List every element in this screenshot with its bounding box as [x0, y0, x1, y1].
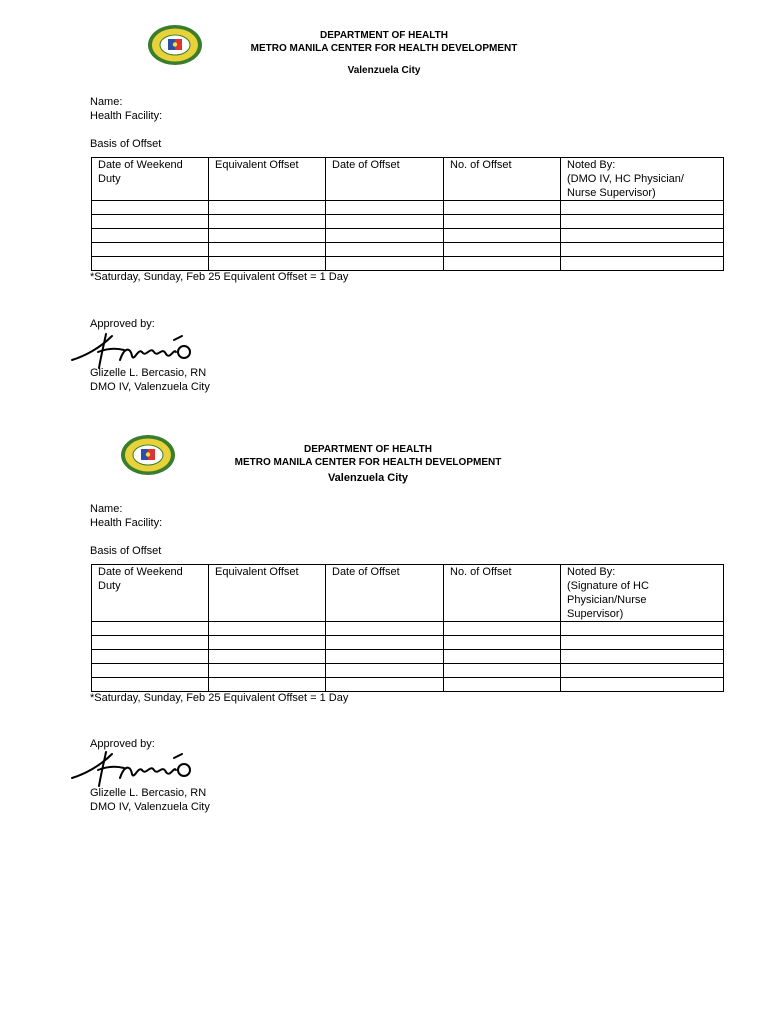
- signatory-title: DMO IV, Valenzuela City: [90, 381, 210, 393]
- table-cell[interactable]: [209, 678, 326, 692]
- table-cell[interactable]: [444, 622, 561, 636]
- table-cell[interactable]: [444, 678, 561, 692]
- signatory-title: DMO IV, Valenzuela City: [90, 801, 210, 813]
- basis-label: Basis of Offset: [90, 545, 162, 557]
- table-cell[interactable]: [92, 664, 209, 678]
- col-date-of-offset: Date of Offset: [326, 565, 444, 622]
- table-header-row: [92, 565, 724, 622]
- header-department: DEPARTMENT OF HEALTH: [320, 30, 448, 41]
- col-noted-by: [561, 565, 724, 622]
- table-cell[interactable]: [561, 650, 724, 664]
- footnote: *Saturday, Sunday, Feb 25 Equivalent Offset = 1 Day: [90, 692, 349, 704]
- table-cell[interactable]: [326, 678, 444, 692]
- table-cell[interactable]: [561, 636, 724, 650]
- noted-by-label: Noted By:: [567, 159, 616, 171]
- table-cell[interactable]: [326, 622, 444, 636]
- facility-label: Health Facility:: [90, 517, 163, 529]
- noted-by-note-line: (Signature of HC: [567, 580, 649, 592]
- table-cell[interactable]: [326, 650, 444, 664]
- table-cell[interactable]: [92, 650, 209, 664]
- noted-by-note-line: (DMO IV, HC Physician/: [567, 173, 684, 185]
- footnote: *Saturday, Sunday, Feb 25 Equivalent Offset = 1 Day: [90, 271, 349, 283]
- header-department: DEPARTMENT OF HEALTH: [304, 444, 432, 455]
- table-cell[interactable]: [561, 678, 724, 692]
- basis-label: Basis of Offset: [90, 138, 162, 150]
- table-cell[interactable]: [209, 664, 326, 678]
- col-weekend-duty: Date of Weekend Duty: [92, 565, 209, 622]
- table-cell[interactable]: [209, 622, 326, 636]
- signatory-name: Glizelle L. Bercasio, RN: [90, 367, 207, 379]
- header-center: METRO MANILA CENTER FOR HEALTH DEVELOPMENT: [234, 457, 502, 468]
- noted-by-note-line: Nurse Supervisor): [567, 187, 656, 199]
- table-cell[interactable]: [561, 622, 724, 636]
- approved-label: Approved by:: [90, 738, 155, 750]
- table-row: [92, 636, 724, 650]
- table-cell[interactable]: [92, 636, 209, 650]
- table-cell[interactable]: [561, 664, 724, 678]
- col-weekend-duty: Date of Weekend Duty: [92, 158, 209, 201]
- table-cell[interactable]: [326, 664, 444, 678]
- col-no-of-offset: No. of Offset: [444, 158, 561, 201]
- name-label: Name:: [90, 96, 123, 108]
- noted-by-label: Noted By:: [567, 566, 616, 578]
- table-cell[interactable]: [326, 636, 444, 650]
- header-city: Valenzuela City: [327, 472, 409, 484]
- table-row: [92, 664, 724, 678]
- table-cell[interactable]: [209, 636, 326, 650]
- header-center: METRO MANILA CENTER FOR HEALTH DEVELOPMENT: [250, 43, 518, 54]
- table-cell[interactable]: [92, 678, 209, 692]
- table-cell[interactable]: [444, 650, 561, 664]
- approved-label: Approved by:: [90, 318, 155, 330]
- table-cell[interactable]: [444, 636, 561, 650]
- noted-by-note-line: Physician/Nurse: [567, 594, 647, 606]
- col-date-of-offset: Date of Offset: [326, 158, 444, 201]
- col-equivalent-offset: Equivalent Offset: [209, 565, 326, 622]
- signatory-name: Glizelle L. Bercasio, RN: [90, 787, 207, 799]
- table-row: [92, 678, 724, 692]
- table-row: [92, 650, 724, 664]
- col-equivalent-offset: Equivalent Offset: [209, 158, 326, 201]
- noted-by-note-line: Supervisor): [567, 608, 624, 620]
- table-cell[interactable]: [209, 650, 326, 664]
- table-row: [92, 622, 724, 636]
- offset-table: [91, 564, 724, 692]
- table-cell[interactable]: [92, 622, 209, 636]
- facility-label: Health Facility:: [90, 110, 163, 122]
- col-no-of-offset: No. of Offset: [444, 565, 561, 622]
- name-label: Name:: [90, 503, 123, 515]
- header-city: Valenzuela City: [347, 65, 421, 76]
- table-cell[interactable]: [444, 664, 561, 678]
